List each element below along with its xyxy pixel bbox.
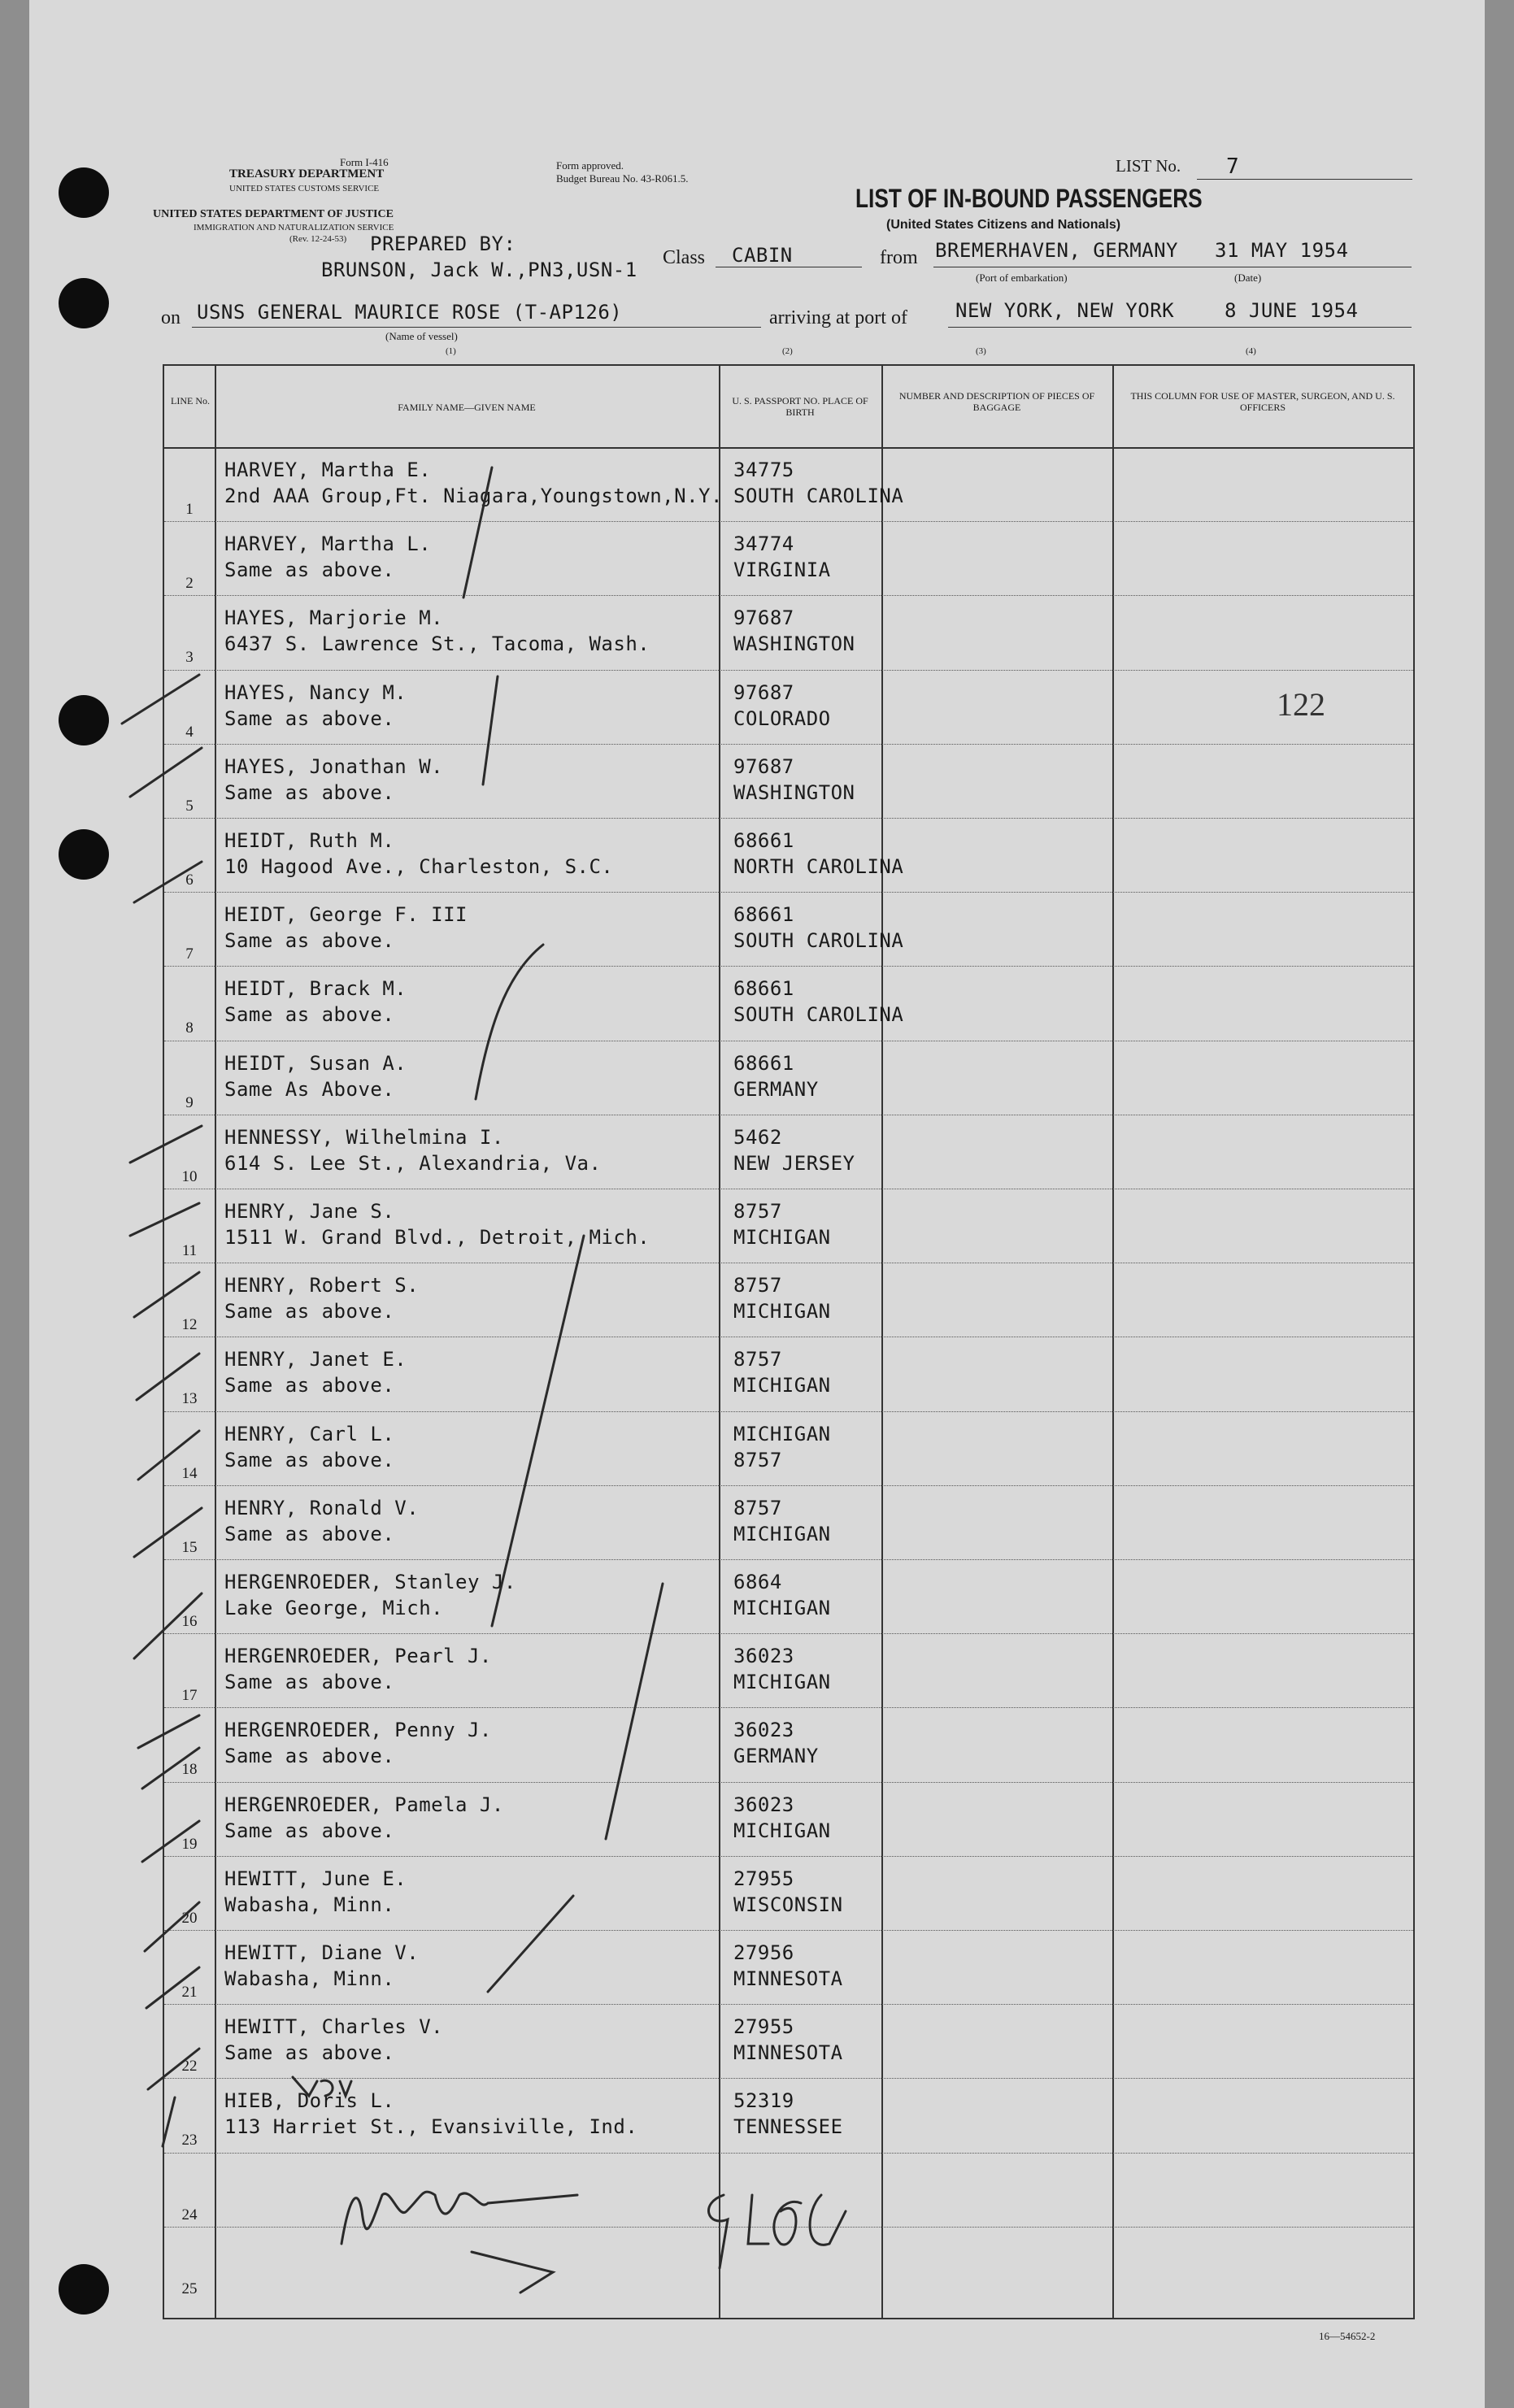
justice-dept: UNITED STATES DEPARTMENT OF JUSTICE xyxy=(153,208,394,220)
passenger-name: HEIDT, Susan A. xyxy=(224,1051,407,1075)
passenger-address: Same as above. xyxy=(224,1300,395,1324)
line-number: 23 xyxy=(181,2132,198,2149)
line-number: 16 xyxy=(181,1613,198,1630)
passport-number: 27956 xyxy=(733,1941,794,1964)
passport-number: MICHIGAN xyxy=(733,1422,831,1445)
col-num-3: (3) xyxy=(976,346,986,356)
form-approved: Form approved. xyxy=(556,159,624,172)
tally-mark xyxy=(130,748,202,797)
passenger-name: HENRY, Ronald V. xyxy=(224,1496,420,1519)
passenger-address: Same as above. xyxy=(224,1745,395,1768)
passport-number: 97687 xyxy=(733,754,794,778)
place-of-birth: NEW JERSEY xyxy=(733,1151,855,1175)
passport-number: 68661 xyxy=(733,829,794,852)
prepared-by: PREPARED BY: xyxy=(370,233,516,255)
check-mark-line xyxy=(488,1896,573,1992)
arriving-label: arriving at port of xyxy=(769,307,907,328)
passenger-address: Same as above. xyxy=(224,1374,395,1397)
passenger-address: Same as above. xyxy=(224,559,395,582)
place-of-birth: SOUTH CAROLINA xyxy=(733,485,904,507)
col-header-passport: U. S. PASSPORT NO. PLACE OF BIRTH xyxy=(732,395,868,418)
line-number: 17 xyxy=(181,1687,198,1705)
passenger-name: HENRY, Carl L. xyxy=(224,1422,395,1445)
print-code: 16—54652-2 xyxy=(1319,2330,1376,2342)
passport-number: 36023 xyxy=(733,1645,794,1668)
tally-mark xyxy=(134,1272,199,1317)
line-number: 4 xyxy=(185,723,194,741)
passenger-name: HAYES, Marjorie M. xyxy=(224,606,444,630)
revision: (Rev. 12-24-53) xyxy=(289,234,347,244)
line-number: 3 xyxy=(185,649,194,667)
passenger-name: HERGENROEDER, Penny J. xyxy=(224,1719,492,1742)
passenger-address: Same as above. xyxy=(224,1003,395,1027)
passenger-name: HENRY, Jane S. xyxy=(224,1200,395,1223)
tally-mark xyxy=(130,1203,199,1236)
from-label: from xyxy=(880,247,918,268)
check-mark-line xyxy=(606,1584,663,1839)
tally-mark xyxy=(163,2097,175,2146)
passenger-name: HEIDT, Ruth M. xyxy=(224,829,395,852)
passenger-name: HAYES, Nancy M. xyxy=(224,680,407,704)
place-of-birth: VIRGINIA xyxy=(733,559,831,582)
passenger-address: 1511 W. Grand Blvd., Detroit, Mich. xyxy=(224,1226,650,1249)
passenger-address: Same as above. xyxy=(224,1522,395,1545)
tally-mark xyxy=(137,1354,199,1400)
form-number: Form I-416 xyxy=(340,156,389,168)
line-number: 11 xyxy=(181,1242,198,1259)
treasury-dept: TREASURY DEPARTMENT xyxy=(229,167,385,180)
passport-number: 68661 xyxy=(733,903,794,927)
passport-number: 8757 xyxy=(733,1348,782,1371)
tally-mark xyxy=(138,1715,199,1748)
on-label: on xyxy=(161,307,181,328)
line-number: 9 xyxy=(185,1093,194,1111)
passenger-name: HEWITT, Charles V. xyxy=(224,2015,444,2039)
tally-mark xyxy=(134,862,202,902)
form-subtitle: (United States Citizens and Nationals) xyxy=(886,218,1121,232)
passport-number: 36023 xyxy=(733,1793,794,1816)
passenger-address: 6437 S. Lawrence St., Tacoma, Wash. xyxy=(224,632,650,656)
col-header-officers: THIS COLUMN FOR USE OF MASTER, SURGEON, AND U. S. OFFICERS xyxy=(1130,390,1395,413)
arrival-port: NEW YORK, NEW YORK xyxy=(955,299,1175,322)
col-num-4: (4) xyxy=(1246,346,1256,356)
passenger-address: 614 S. Lee St., Alexandria, Va. xyxy=(224,1151,602,1175)
from-date: 31 MAY 1954 xyxy=(1215,239,1349,262)
place-of-birth: MICHIGAN xyxy=(733,1819,831,1842)
passenger-address: Same as above. xyxy=(224,780,395,804)
passenger-address: Same as above. xyxy=(224,1819,395,1842)
passenger-address: 10 Hagood Ave., Charleston, S.C. xyxy=(224,855,614,878)
place-of-birth: MICHIGAN xyxy=(733,1522,831,1545)
passenger-name: HENRY, Robert S. xyxy=(224,1274,420,1297)
col-header-line: LINE No. xyxy=(171,395,210,406)
customs-service: UNITED STATES CUSTOMS SERVICE xyxy=(229,184,380,193)
passenger-name: HENRY, Janet E. xyxy=(224,1348,407,1371)
line-number: 25 xyxy=(181,2280,198,2297)
check-mark-line xyxy=(463,467,492,598)
passport-number: 5462 xyxy=(733,1125,782,1149)
check-mark-line xyxy=(483,676,498,785)
place-of-birth: GERMANY xyxy=(733,1077,819,1101)
place-of-birth: WASHINGTON xyxy=(733,632,855,656)
signature-scribble xyxy=(342,2192,577,2244)
place-of-birth: WISCONSIN xyxy=(733,1893,843,1916)
line-number: 21 xyxy=(181,1984,198,2001)
handwritten-annotation: 122 xyxy=(1277,686,1325,723)
place-of-birth: MINNESOTA xyxy=(733,2041,843,2065)
vessel-name: USNS GENERAL MAURICE ROSE (T-AP126) xyxy=(197,301,623,324)
handwritten-number xyxy=(708,2195,846,2268)
list-no-label: LIST No. xyxy=(1116,156,1181,176)
passport-number: 27955 xyxy=(733,1867,794,1890)
line-number: 22 xyxy=(181,2058,198,2075)
passenger-name: HEWITT, June E. xyxy=(224,1867,407,1890)
check-mark-line xyxy=(476,945,543,1099)
line-number: 10 xyxy=(181,1167,198,1185)
line-number: 7 xyxy=(185,945,194,963)
place-of-birth: MICHIGAN xyxy=(733,1597,831,1619)
line-number: 19 xyxy=(181,1835,198,1853)
place-of-birth: WASHINGTON xyxy=(733,780,855,804)
line-number: 2 xyxy=(185,575,194,593)
passenger-address: Wabasha, Minn. xyxy=(224,1967,395,1990)
passenger-address: Same as above. xyxy=(224,1448,395,1471)
passenger-address: 113 Harriet St., Evansiville, Ind. xyxy=(224,2115,638,2139)
passenger-name: HEIDT, George F. III xyxy=(224,903,468,927)
passenger-address: 2nd AAA Group,Ft. Niagara,Youngstown,N.Y. xyxy=(224,485,723,507)
place-of-birth: MICHIGAN xyxy=(733,1300,831,1324)
tally-mark xyxy=(134,1593,202,1658)
passenger-address: Same as above. xyxy=(224,2041,395,2065)
place-of-birth: MICHIGAN xyxy=(733,1374,831,1397)
passport-number: 8757 xyxy=(733,1496,782,1519)
passenger-name: HENNESSY, Wilhelmina I. xyxy=(224,1125,504,1149)
passport-number: 34775 xyxy=(733,459,794,481)
line-number: 8 xyxy=(185,1019,194,1037)
place-of-birth: MICHIGAN xyxy=(733,1671,831,1694)
passenger-address: Same as above. xyxy=(224,706,395,730)
class-value: CABIN xyxy=(732,244,793,267)
passport-number: 34774 xyxy=(733,532,794,556)
passenger-name: HARVEY, Martha E. xyxy=(224,459,432,481)
tally-mark xyxy=(145,1902,199,1951)
line-number: 12 xyxy=(181,1316,198,1334)
place-of-birth: SOUTH CAROLINA xyxy=(733,1003,904,1027)
passenger-name: HAYES, Jonathan W. xyxy=(224,754,444,778)
line-number: 1 xyxy=(185,501,194,518)
vessel-caption: (Name of vessel) xyxy=(385,330,458,342)
passenger-address: Same as above. xyxy=(224,929,395,953)
tally-mark xyxy=(130,1126,202,1163)
arrival-date: 8 JUNE 1954 xyxy=(1225,299,1359,322)
passport-number: 97687 xyxy=(733,680,794,704)
line-number: 6 xyxy=(185,871,194,889)
passport-number: 8757 xyxy=(733,1274,782,1297)
place-of-birth: COLORADO xyxy=(733,706,831,730)
tally-mark xyxy=(138,1431,199,1480)
place-of-birth: TENNESSEE xyxy=(733,2115,843,2139)
immigration-service: IMMIGRATION AND NATURALIZATION SERVICE xyxy=(194,223,394,233)
passenger-address: Lake George, Mich. xyxy=(224,1597,444,1619)
col-header-baggage: NUMBER AND DESCRIPTION OF PIECES OF BAGGAGE xyxy=(898,390,1095,413)
passenger-address: Same as above. xyxy=(224,1671,395,1694)
signature-scribble xyxy=(472,2252,553,2293)
handwritten-correction xyxy=(293,2077,351,2096)
line-number: 13 xyxy=(181,1390,198,1408)
passport-number: 97687 xyxy=(733,606,794,630)
place-of-birth: 8757 xyxy=(733,1448,782,1471)
passport-number: 68661 xyxy=(733,1051,794,1075)
passenger-name: HEWITT, Diane V. xyxy=(224,1941,420,1964)
col-num-1: (1) xyxy=(446,346,456,356)
passport-number: 68661 xyxy=(733,977,794,1001)
passport-number: 8757 xyxy=(733,1200,782,1223)
line-number: 5 xyxy=(185,797,194,815)
col-num-2: (2) xyxy=(782,346,793,356)
place-of-birth: SOUTH CAROLINA xyxy=(733,929,904,953)
passenger-name: HERGENROEDER, Stanley J. xyxy=(224,1571,516,1593)
line-number: 14 xyxy=(181,1464,198,1482)
preparer-name: BRUNSON, Jack W.,PN3,USN-1 xyxy=(321,259,637,281)
line-number: 20 xyxy=(181,1909,198,1927)
passport-number: 6864 xyxy=(733,1571,782,1593)
list-no-value: 7 xyxy=(1226,154,1240,179)
line-number: 24 xyxy=(181,2206,198,2223)
passenger-address: Same As Above. xyxy=(224,1077,395,1101)
line-number: 18 xyxy=(181,1761,198,1779)
passenger-name: HARVEY, Martha L. xyxy=(224,532,432,556)
tally-mark xyxy=(122,675,199,724)
tally-mark xyxy=(142,1748,199,1789)
passenger-name: HIEB, Doris L. xyxy=(224,2089,395,2113)
passenger-name: HEIDT, Brack M. xyxy=(224,977,407,1001)
place-of-birth: MINNESOTA xyxy=(733,1967,843,1990)
tally-mark xyxy=(134,1508,202,1557)
passenger-name: HERGENROEDER, Pearl J. xyxy=(224,1645,492,1668)
budget-bureau: Budget Bureau No. 43-R061.5. xyxy=(556,172,689,185)
place-of-birth: NORTH CAROLINA xyxy=(733,855,904,878)
tally-mark xyxy=(146,1967,199,2008)
date-caption: (Date) xyxy=(1234,272,1262,284)
port-embarkation-caption: (Port of embarkation) xyxy=(976,272,1068,284)
passport-number: 36023 xyxy=(733,1719,794,1742)
form-title: LIST OF IN-BOUND PASSENGERS xyxy=(855,184,1203,213)
check-mark-line xyxy=(492,1236,584,1626)
place-of-birth: GERMANY xyxy=(733,1745,819,1768)
tally-mark xyxy=(148,2049,199,2089)
place-of-birth: MICHIGAN xyxy=(733,1226,831,1249)
from-port: BREMERHAVEN, GERMANY xyxy=(935,239,1178,262)
passenger-address: Wabasha, Minn. xyxy=(224,1893,395,1916)
passport-number: 27955 xyxy=(733,2015,794,2039)
passport-number: 52319 xyxy=(733,2089,794,2113)
passenger-name: HERGENROEDER, Pamela J. xyxy=(224,1793,504,1816)
col-header-name: FAMILY NAME—GIVEN NAME xyxy=(398,402,536,413)
class-label: Class xyxy=(663,247,706,268)
tally-mark xyxy=(142,1821,199,1862)
line-number: 15 xyxy=(181,1538,198,1556)
